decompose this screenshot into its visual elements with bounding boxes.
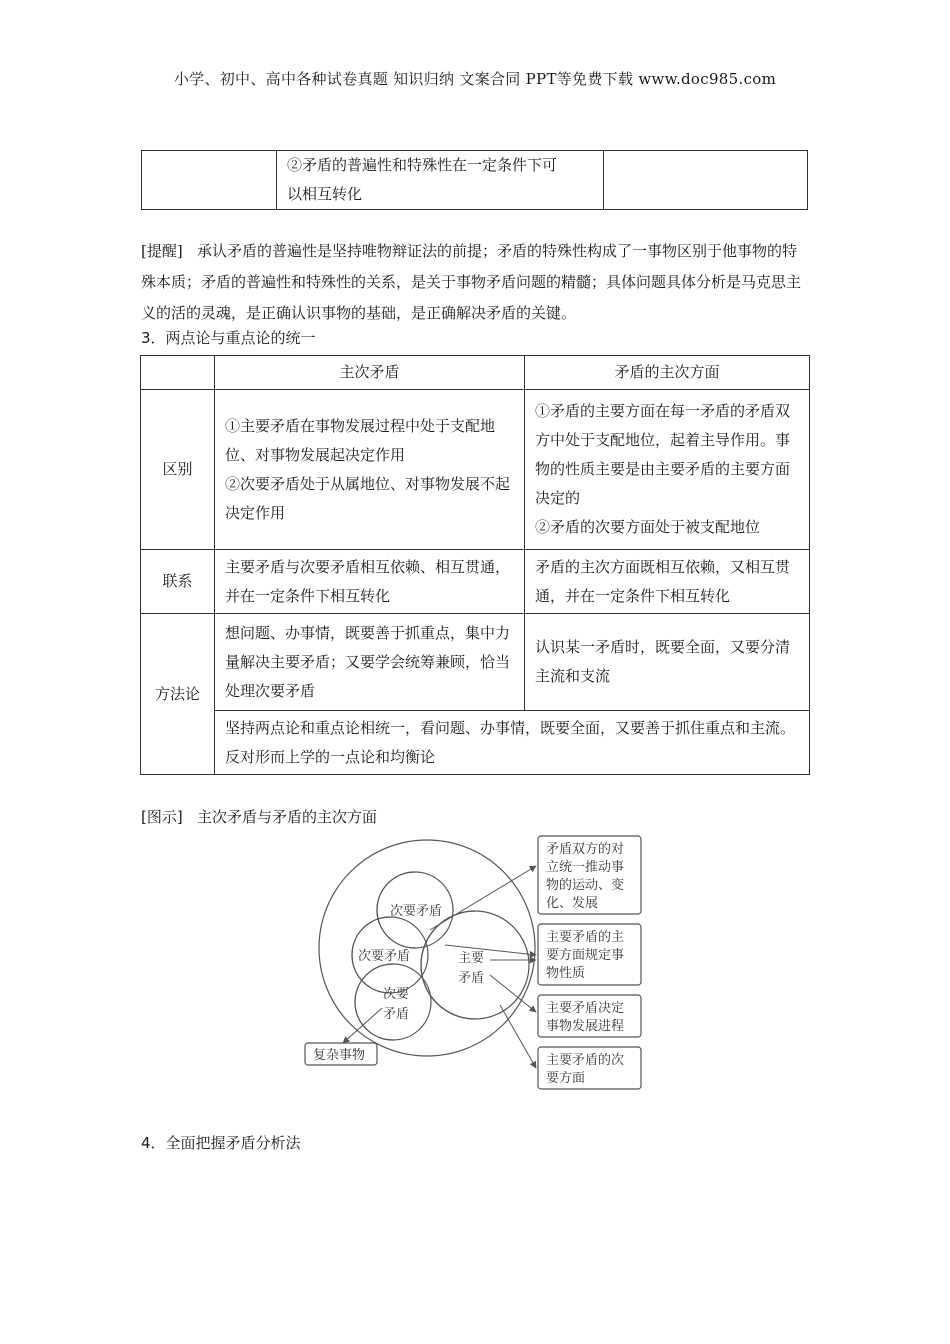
link-col1: 主要矛盾与次要矛盾相互依赖、相互贯通，并在一定条件下相互转化 — [215, 550, 525, 614]
method-col1: 想问题、办事情，既要善于抓重点，集中力量解决主要矛盾；又要学会统筹兼顾，恰当处理次要矛盾 — [215, 614, 525, 711]
minor-aspect-arc — [355, 964, 393, 1040]
arrow — [490, 975, 536, 1012]
tip-text: 承认矛盾的普遍性是坚持唯物辩证法的前提；矛盾的特殊性构成了一事物区别于他事物的特殊本质；矛盾的普遍性和特殊性的关系，是关于事物矛盾问题的精髓；具体问题具体分析是马克思主义的活的灵魂，是正确认识事物的基础，是正确解决矛盾的关键。 — [141, 242, 802, 322]
circle-label: 次要矛盾 — [390, 904, 443, 919]
cell-para: ②次要矛盾处于从属地位、对事物发展不起决定作用 — [225, 474, 511, 522]
circle-label: 矛盾 — [458, 971, 485, 986]
box-text: 化、发展 — [546, 896, 599, 911]
row-label: 联系 — [141, 550, 215, 614]
cell-para: ①矛盾的主要方面在每一矛盾的矛盾双方中处于支配地位，起着主导作用。事物的性质主要是由主要矛盾的主要方面决定的 — [535, 402, 791, 507]
row-label: 区别 — [141, 390, 215, 550]
cell-para: ②矛盾的次要方面处于被支配地位 — [535, 518, 761, 536]
circle-label: 矛盾 — [383, 1007, 410, 1022]
arrow — [343, 1008, 382, 1043]
figure-caption-text: 主次矛盾与矛盾的主次方面 — [197, 808, 378, 826]
box-text: 主要矛盾决定 — [546, 1001, 625, 1016]
cell-line: 以相互转化 — [287, 185, 363, 203]
complex-thing-label: 复杂事物 — [313, 1048, 366, 1063]
box-text: 物性质 — [546, 966, 586, 981]
circle-label: 主要 — [458, 951, 485, 966]
section-3-title: 3．两点论与重点论的统一 — [141, 329, 316, 347]
header-cell: 矛盾的主次方面 — [525, 356, 810, 390]
box-text: 要方面 — [546, 1071, 586, 1086]
circle-label: 次要 — [383, 987, 410, 1002]
box-text: 物的运动、变 — [546, 878, 625, 893]
method-col2: 认识某一矛盾时，既要全面，又要分清主流和支流 — [525, 614, 810, 711]
circle-label: 次要矛盾 — [358, 949, 411, 964]
box-text: 主要矛盾的主 — [546, 930, 625, 945]
figure-caption-label: [图示] — [141, 808, 183, 826]
box-text: 事物发展进程 — [546, 1019, 625, 1034]
box-text: 要方面规定事 — [546, 948, 625, 963]
tip-label: [提醒] — [141, 242, 183, 260]
link-col2: 矛盾的主次方面既相互依赖，又相互贯通，并在一定条件下相互转化 — [525, 550, 810, 614]
header-cell: 主次矛盾 — [215, 356, 525, 390]
page-header: 小学、初中、高中各种试卷真题 知识归纳 文案合同 PPT等免费下载 www.doc985.com — [173, 70, 777, 88]
arrow — [430, 866, 536, 930]
row-label: 方法论 — [141, 614, 215, 775]
arrow — [500, 1005, 536, 1068]
method-merged: 坚持两点论和重点论相统一，看问题、办事情，既要全面，又要善于抓住重点和主流。反对形而上学的一点论和均衡论 — [215, 711, 810, 775]
box-text: 主要矛盾的次 — [546, 1053, 625, 1068]
box-text: 矛盾双方的对 — [546, 842, 625, 857]
box-text: 立统一推动事 — [546, 860, 625, 875]
cell-para: ①主要矛盾在事物发展过程中处于支配地位、对事物发展起决定作用 — [225, 416, 496, 464]
section-4-title: 4．全面把握矛盾分析法 — [141, 1134, 301, 1152]
cell-line: ②矛盾的普遍性和特殊性在一定条件下可 — [287, 156, 558, 174]
